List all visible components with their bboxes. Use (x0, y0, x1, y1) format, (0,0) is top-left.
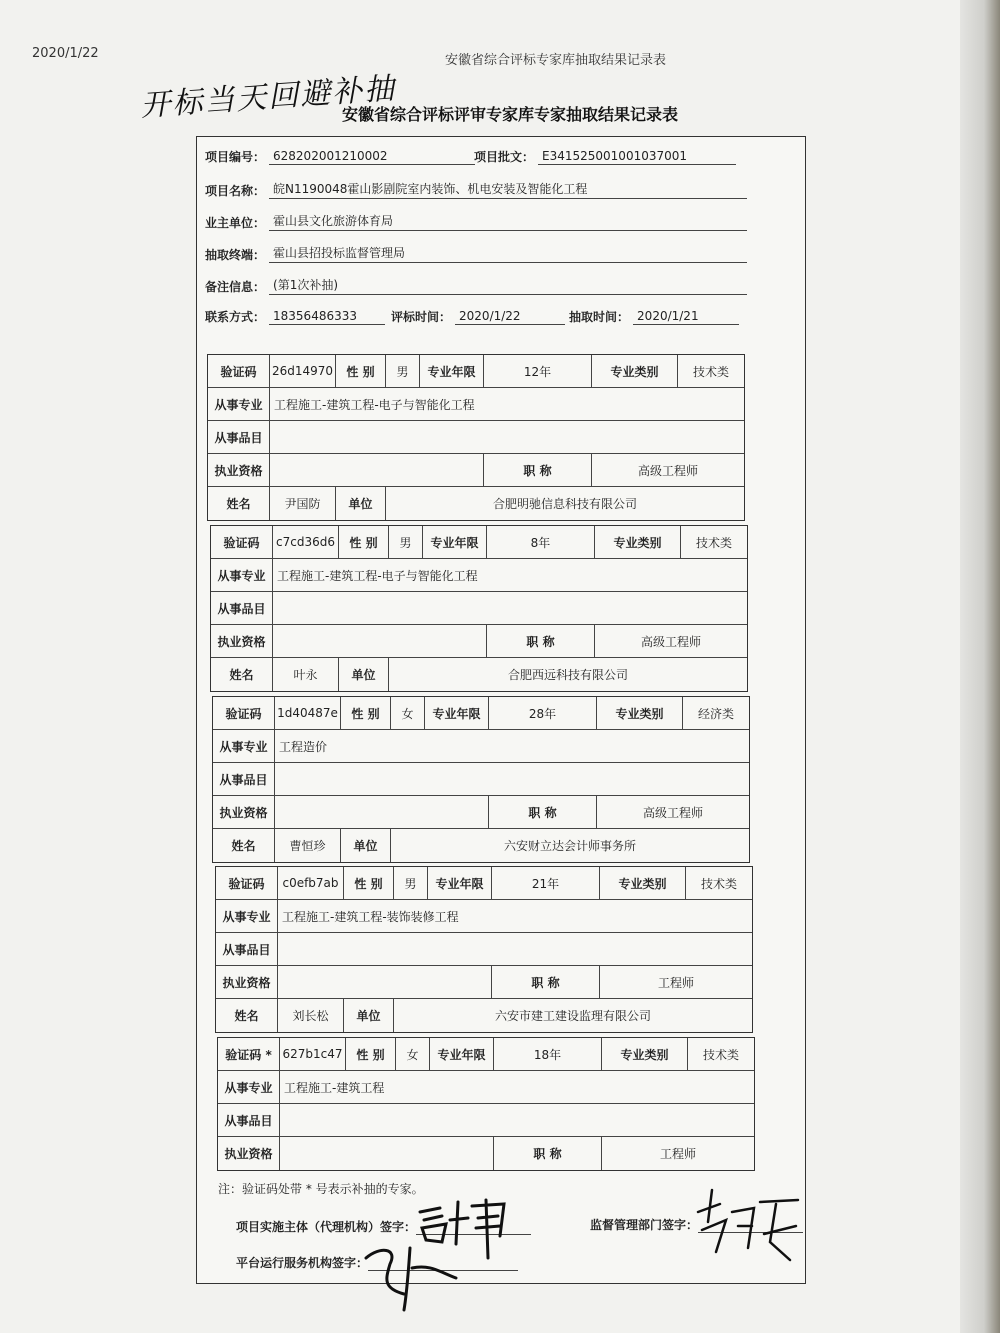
items-value (270, 421, 744, 454)
category-label: 专业类别 (600, 867, 686, 900)
category-label: 专业类别 (592, 355, 678, 388)
title-label: 职 称 (487, 625, 595, 658)
years-label: 专业年限 (425, 697, 489, 730)
title-value: 高级工程师 (597, 796, 749, 829)
contact-value: 18356486333 (269, 309, 385, 325)
category-value: 技术类 (688, 1038, 754, 1071)
title-value: 高级工程师 (595, 625, 747, 658)
years-value: 12年 (484, 355, 592, 388)
name-label: 姓名 (213, 829, 275, 862)
items-label: 从事品目 (213, 763, 275, 796)
code-value: c7cd36d6 (273, 526, 339, 559)
specialty-value: 工程施工-建筑工程-电子与智能化工程 (273, 559, 747, 592)
specialty-value: 工程施工-建筑工程-电子与智能化工程 (270, 388, 744, 421)
qualification-value (273, 625, 487, 658)
title-label: 职 称 (494, 1137, 602, 1170)
name-value: 曹恒珍 (275, 829, 341, 862)
qualification-label: 执业资格 (216, 966, 278, 999)
category-label: 专业类别 (595, 526, 681, 559)
gender-value: 男 (389, 526, 423, 559)
remark-value: (第1次补抽) (269, 276, 747, 295)
remark-label: 备注信息： (205, 280, 266, 294)
qualification-label: 执业资格 (218, 1137, 280, 1170)
approval-value: E341525001001037001 (538, 149, 736, 165)
gender-label: 性 别 (341, 697, 391, 730)
project-name-value: 皖N1190048霍山影剧院室内装饰、机电安装及智能化工程 (269, 180, 747, 199)
approval-label: 项目批文： (474, 150, 535, 164)
expert-card (217, 1037, 755, 1171)
project-name-label: 项目名称： (205, 184, 266, 198)
expert-card (207, 354, 745, 521)
owner-row (205, 212, 747, 231)
unit-label: 单位 (336, 487, 386, 520)
title-value: 工程师 (659, 1147, 696, 1161)
terminal-label: 抽取终端： (205, 248, 266, 262)
contact-row (205, 308, 739, 325)
gender-label: 性 别 (336, 355, 386, 388)
qualification-label: 执业资格 (208, 454, 270, 487)
qualification-label: 执业资格 (213, 796, 275, 829)
items-value (275, 763, 749, 796)
project-name-row (205, 180, 747, 199)
specialty-label: 从事专业 (218, 1071, 280, 1104)
name-value: 刘长松 (278, 999, 344, 1032)
name-value: 叶永 (273, 658, 339, 691)
code-label: 验证码 * (218, 1038, 280, 1071)
contact-label: 联系方式： (205, 310, 266, 324)
expert-card (212, 696, 750, 863)
qualification-value (278, 966, 492, 999)
unit-value: 合肥明驰信息科技有限公司 (492, 497, 637, 511)
name-label: 姓名 (208, 487, 270, 520)
items-label: 从事品目 (211, 592, 273, 625)
qualification-value (280, 1137, 494, 1170)
years-value: 28年 (489, 697, 597, 730)
code-value: 1d40487e (275, 697, 341, 730)
category-value: 技术类 (678, 355, 744, 388)
specialty-label: 从事专业 (216, 900, 278, 933)
title-value: 高级工程师 (592, 454, 744, 487)
unit-value: 合肥西远科技有限公司 (507, 668, 628, 682)
owner-label: 业主单位： (205, 216, 266, 230)
specialty-label: 从事专业 (208, 388, 270, 421)
project-number-value: 628202001210002 (269, 149, 475, 165)
platform-signature-label: 平台运行服务机构签字： (236, 1256, 369, 1270)
qualification-value (275, 796, 489, 829)
items-label: 从事品目 (218, 1104, 280, 1137)
years-label: 专业年限 (423, 526, 487, 559)
project-number-label: 项目编号： (205, 150, 266, 164)
years-value: 18年 (494, 1038, 602, 1071)
footnote: 注：验证码处带 * 号表示补抽的专家。 (218, 1182, 424, 1196)
years-value: 8年 (487, 526, 595, 559)
gender-value: 女 (396, 1038, 430, 1071)
title-value: 工程师 (600, 966, 752, 999)
title-label: 职 称 (484, 454, 592, 487)
years-label: 专业年限 (430, 1038, 494, 1071)
project-number-row (205, 148, 475, 165)
specialty-label: 从事专业 (211, 559, 273, 592)
unit-label: 单位 (344, 999, 394, 1032)
items-value (278, 933, 752, 966)
specialty-value: 工程造价 (275, 730, 749, 763)
qualification-value (270, 454, 484, 487)
handwritten-note: 开标当天回避补抽 (139, 71, 398, 124)
owner-value: 霍山县文化旅游体育局 (269, 212, 747, 231)
agency-signature-label: 项目实施主体（代理机构）签字： (236, 1220, 417, 1234)
category-value: 技术类 (686, 867, 752, 900)
specialty-value: 工程施工-建筑工程 (280, 1071, 754, 1104)
expert-card (215, 866, 753, 1033)
items-value (273, 592, 747, 625)
items-value (280, 1104, 754, 1137)
eval-time-value: 2020/1/22 (455, 309, 565, 325)
gender-label: 性 别 (346, 1038, 396, 1071)
qualification-label: 执业资格 (211, 625, 273, 658)
name-label: 姓名 (216, 999, 278, 1032)
gender-value: 女 (391, 697, 425, 730)
code-label: 验证码 (208, 355, 270, 388)
eval-time-label: 评标时间： (391, 310, 452, 324)
code-label: 验证码 (216, 867, 278, 900)
category-label: 专业类别 (597, 697, 683, 730)
category-label: 专业类别 (602, 1038, 688, 1071)
remark-row (205, 276, 747, 295)
terminal-row (205, 244, 747, 263)
paper-stack-edge (960, 0, 1000, 1333)
category-value: 技术类 (681, 526, 747, 559)
unit-label: 单位 (341, 829, 391, 862)
print-header-title: 安徽省综合评标专家库抽取结果记录表 (445, 53, 667, 68)
category-value: 经济类 (683, 697, 749, 730)
title-label: 职 称 (492, 966, 600, 999)
expert-card (210, 525, 748, 692)
gender-value: 男 (394, 867, 428, 900)
code-value: 627b1c47 (280, 1038, 346, 1071)
gender-label: 性 别 (339, 526, 389, 559)
gender-value: 男 (386, 355, 420, 388)
code-value: c0efb7ab (278, 867, 344, 900)
draw-time-label: 抽取时间： (569, 310, 630, 324)
gender-label: 性 别 (344, 867, 394, 900)
unit-value: 六安财立达会计师事务所 (503, 839, 636, 853)
platform-handwritten-signature (360, 1238, 470, 1314)
code-value: 26d14970 (270, 355, 336, 388)
name-label: 姓名 (211, 658, 273, 691)
supervisor-handwritten-signature (690, 1182, 810, 1272)
supervisor-signature-label: 监督管理部门签字： (590, 1218, 699, 1232)
specialty-value: 工程施工-建筑工程-装饰装修工程 (278, 900, 752, 933)
unit-label: 单位 (339, 658, 389, 691)
unit-value: 六安市建工建设监理有限公司 (494, 1009, 651, 1023)
print-date: 2020/1/22 (32, 46, 99, 61)
specialty-label: 从事专业 (213, 730, 275, 763)
title-label: 职 称 (489, 796, 597, 829)
years-value: 21年 (492, 867, 600, 900)
code-label: 验证码 (213, 697, 275, 730)
approval-row (474, 148, 736, 165)
name-value: 尹国防 (270, 487, 336, 520)
items-label: 从事品目 (216, 933, 278, 966)
draw-time-value: 2020/1/21 (633, 309, 739, 325)
form-title: 安徽省综合评标评审专家库专家抽取结果记录表 (342, 105, 679, 124)
years-label: 专业年限 (420, 355, 484, 388)
years-label: 专业年限 (428, 867, 492, 900)
terminal-value: 霍山县招投标监督管理局 (269, 244, 747, 263)
items-label: 从事品目 (208, 421, 270, 454)
code-label: 验证码 (211, 526, 273, 559)
